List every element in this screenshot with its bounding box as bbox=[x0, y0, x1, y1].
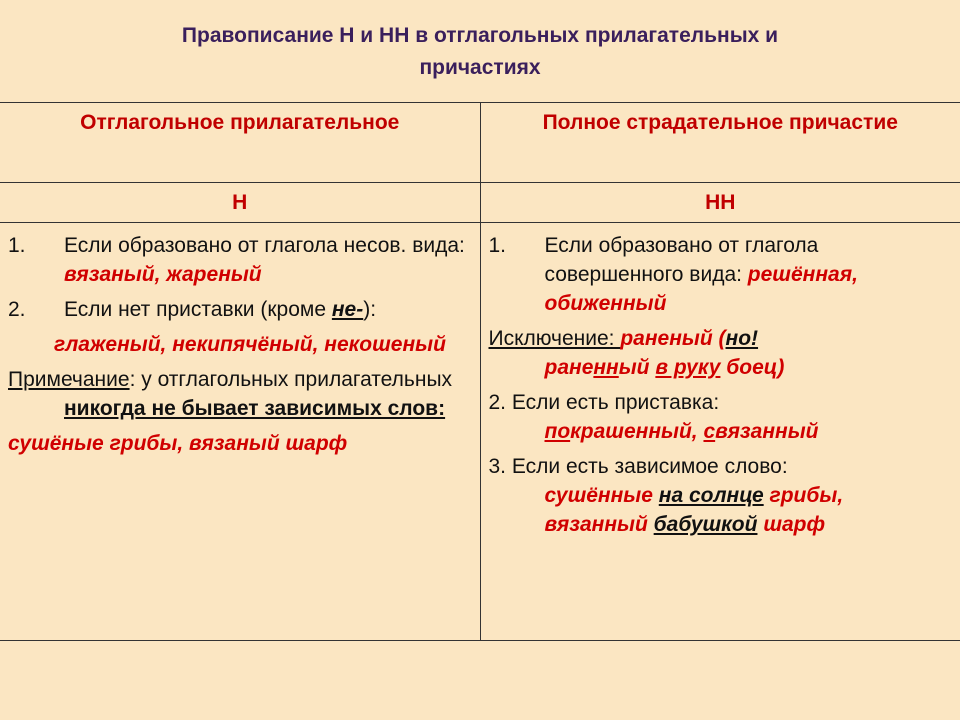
note-bold: никогда не бывает зависимых слов: bbox=[64, 397, 446, 420]
left-item-1-examples: вязаный, жареный bbox=[64, 263, 262, 286]
header-row bbox=[0, 103, 960, 183]
right-item-2: 2. Если есть приставка: покрашенный, связанный bbox=[488, 391, 819, 443]
left-content bbox=[0, 223, 480, 641]
left-item-1: 1. Если образовано от глагола несов. вида: вязаный, жареный bbox=[8, 234, 465, 286]
title-line-1: Правописание Н и НН в отглагольных прилагательных и bbox=[181, 24, 779, 47]
letter-left: Н bbox=[0, 183, 480, 223]
left-item-2: 2. Если нет приставки (кроме не-): bbox=[8, 298, 377, 321]
note-label: Примечание bbox=[8, 368, 130, 391]
right-exception: Исключение: раненый (но! раненный в руку боец) bbox=[488, 327, 785, 379]
content-row bbox=[0, 223, 960, 641]
left-note: Примечание: у отглагольных прилагательных никогда не бывает зависимых слов: bbox=[8, 368, 453, 420]
right-item-1: 1. Если образовано от глагола совершенного вида: решённая, обиженный bbox=[488, 234, 858, 315]
left-item-2-examples: глаженый, некипячёный, некошеный bbox=[54, 333, 446, 356]
header-right: Полное страдательное причастие bbox=[480, 103, 960, 183]
letter-right: НН bbox=[480, 183, 960, 223]
right-item-1-examples: решённая, обиженный bbox=[544, 263, 858, 315]
exception-label: Исключение: bbox=[488, 327, 621, 350]
left-item-2-prefix: не- bbox=[331, 298, 364, 321]
page-title bbox=[0, 20, 960, 84]
right-content bbox=[480, 223, 960, 641]
left-note-examples: сушёные грибы, вязаный шарф bbox=[8, 432, 348, 455]
title-line-2: причастиях bbox=[419, 56, 541, 79]
header-left: Отглагольное прилагательное bbox=[0, 103, 480, 183]
rules-table bbox=[0, 102, 960, 641]
letter-row bbox=[0, 183, 960, 223]
right-item-3: 3. Если есть зависимое слово: сушённые на солнце грибы, вязанный бабушкой шарф bbox=[488, 455, 844, 536]
